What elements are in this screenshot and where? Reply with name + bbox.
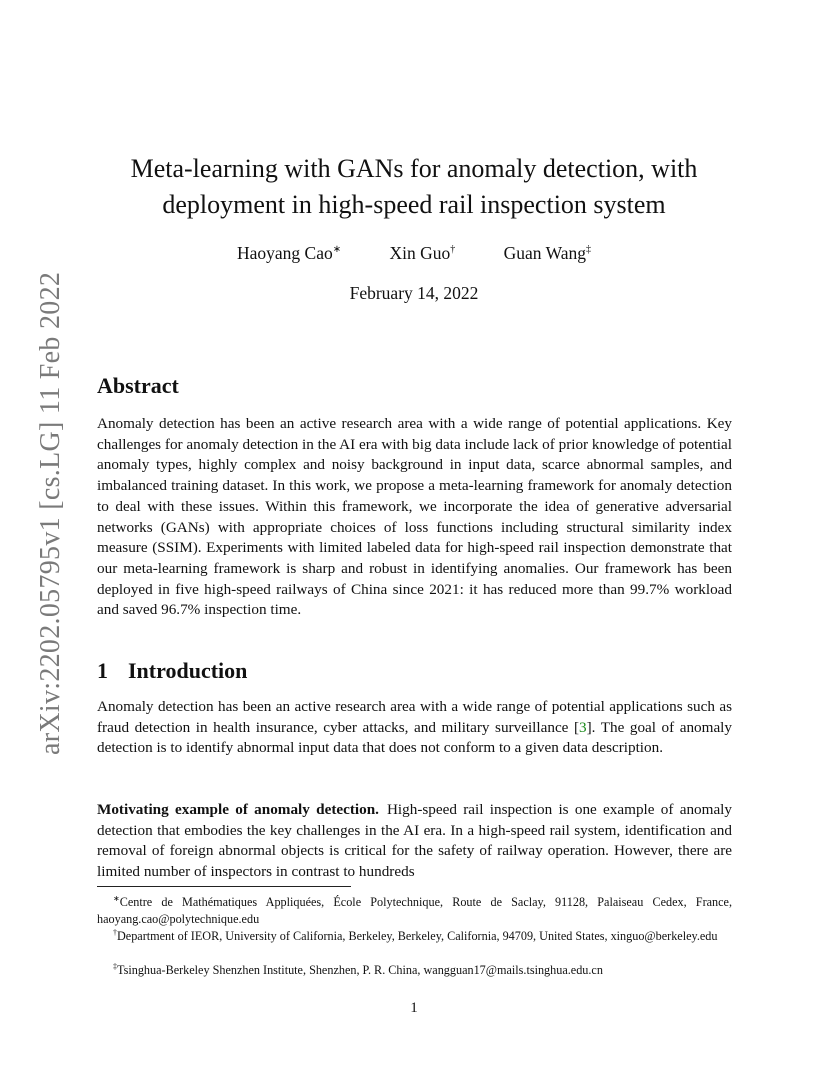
footnote-rule — [97, 886, 351, 887]
arxiv-stamp: arXiv:2202.05795v1 [cs.LG] 11 Feb 2022 — [35, 271, 66, 755]
title-line-2: deployment in high-speed rail inspection system — [162, 190, 666, 219]
author-name: Xin Guo — [389, 243, 451, 263]
motivating-text: High-speed rail inspection is one example of anomaly detection that embodies the key challenges in the AI era. In a high-speed rail system, identification and removal of foreign abnormal objects is critical for the safety of railway operation. However, there are limited number of inspectors in contrast to hundreds — [97, 801, 732, 881]
author-1 — [237, 243, 341, 264]
intro-text-1: Anomaly detection has been an active research area with a wide range of potential applications such as fraud detection in health insurance, cyber attacks, and military surveillance [ — [97, 698, 732, 736]
footnote-3 — [97, 958, 732, 979]
citation-link[interactable]: 3 — [579, 718, 587, 736]
abstract-heading: Abstract — [97, 373, 179, 398]
author-name: Guan Wang — [503, 243, 586, 263]
author-mark: ‡ — [586, 244, 591, 255]
author-3 — [504, 243, 591, 264]
section-title: Introduction — [128, 658, 248, 683]
author-name: Haoyang Cao — [236, 243, 333, 263]
author-2 — [390, 243, 456, 264]
section-number: 1 — [97, 658, 108, 683]
page-number: 1 — [410, 1000, 418, 1016]
footnote-mark: † — [113, 928, 117, 937]
motivating-paragraph — [97, 800, 732, 883]
footnote-text: Centre de Mathématiques Appliquées, École Polytechnique, Route de Saclay, 91128, Palaiseau Cedex, France, haoyang.cao@polytechnique.edu — [97, 895, 732, 926]
author-mark: ∗ — [332, 244, 342, 255]
author-mark: † — [450, 244, 456, 255]
author-list — [80, 243, 748, 264]
intro-text-2: ]. The goal of anomaly detection is to identify abnormal input data that does not conform to a given data description. — [97, 718, 732, 757]
footnote-text: Department of IEOR, University of California, Berkeley, Berkeley, California, 94709, United States, xinguo@berkeley.edu — [117, 929, 718, 943]
title-line-1: Meta-learning with GANs for anomaly detection, with — [130, 154, 698, 183]
introduction-paragraph — [97, 697, 732, 759]
footnote-1 — [97, 890, 732, 928]
introduction-heading — [97, 658, 247, 684]
paper-title — [80, 151, 748, 223]
abstract-paragraph: Anomaly detection has been an active research area with a wide range of potential applications. Key challenges for anomaly detection in the AI era with big data include lack of prior knowledge of potential anomaly types, highly complex and noisy background in input data, scarce abnormal samples, and imbalanced training dataset. In this work, we propose a meta-learning framework for anomaly detection to deal with these issues. Within this framework, we incorporate the idea of generative adversarial networks (GANs) with appropriate choices of loss functions including structural similarity index measure (SSIM). Experiments with limited labeled data for high-speed rail inspection demonstrate that our meta-learning framework is sharp and robust in identifying anomalies. Our framework has been deployed in five high-speed railways of China since 2021: it has reduced more than 99.7% workload and saved 96.7% inspection time. — [97, 415, 732, 619]
footnote-mark: ∗ — [113, 894, 120, 903]
footnote-mark: ‡ — [113, 962, 117, 971]
footnote-2 — [97, 924, 732, 945]
footnote-text: Tsinghua-Berkeley Shenzhen Institute, Shenzhen, P. R. China, wangguan17@mails.tsinghua.edu.cn — [117, 963, 603, 977]
runin-heading: Motivating example of anomaly detection. — [97, 801, 379, 818]
paper-date: February 14, 2022 — [349, 283, 479, 303]
